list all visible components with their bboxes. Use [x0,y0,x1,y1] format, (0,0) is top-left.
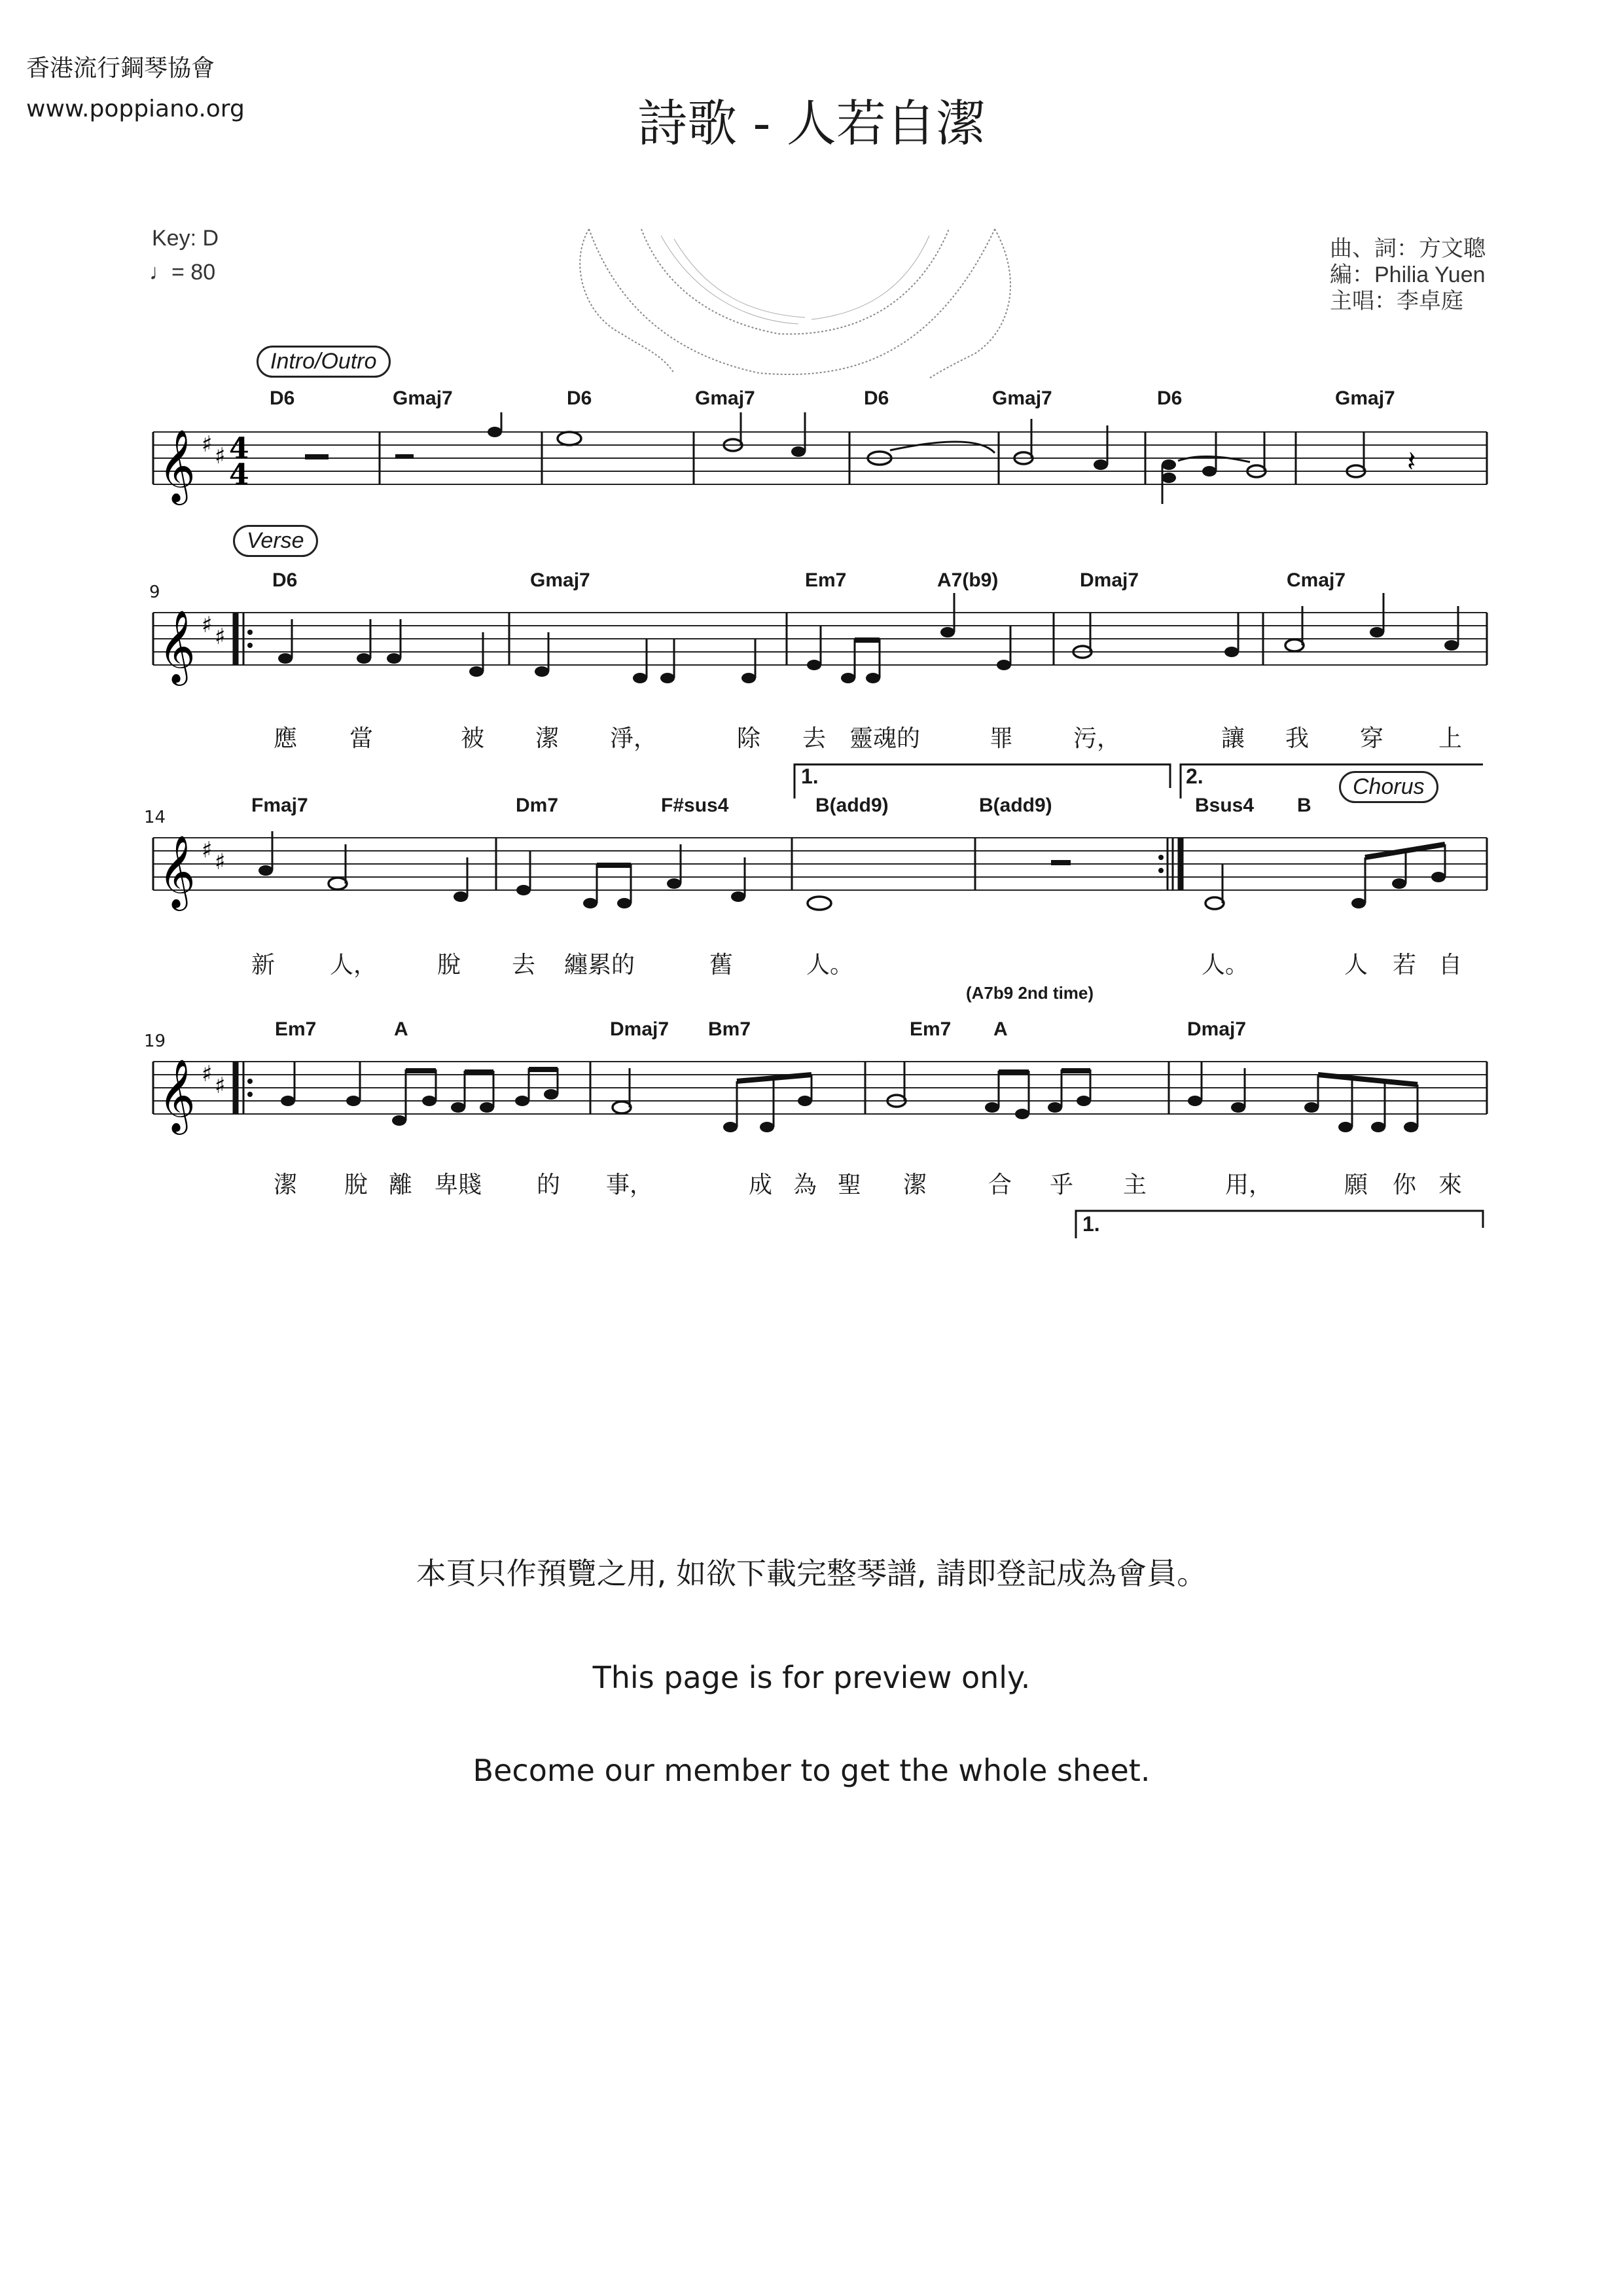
system-4-staff [144,1042,1492,1140]
chord: D6 [272,569,298,591]
lyric: 願 [1344,1172,1368,1198]
svg-text:♯: ♯ [202,837,213,863]
treble-clef-icon: 𝄞 [158,429,196,502]
chord: D6 [864,387,889,409]
chord: Bsus4 [1195,795,1255,816]
chord: Gmaj7 [1335,387,1395,409]
lyric: 人 [1344,952,1368,978]
svg-text:♯: ♯ [215,443,226,469]
lyric: 為 [793,1172,817,1198]
chord: B(add9) [979,795,1052,816]
chord: Gmaj7 [992,387,1052,409]
lyric: 你 [1393,1172,1417,1198]
chord: Gmaj7 [695,387,755,409]
preview-notice-en-1: This page is for preview only. [592,1660,1031,1695]
svg-text:𝄞: 𝄞 [158,834,196,908]
credit-singer: 主唱：李卓庭 [1330,289,1463,314]
lyric: 穿 [1360,725,1384,752]
lyric: 讓 [1221,725,1245,752]
ending-1-bracket-system-5 [1073,1208,1492,1241]
lyric: 舊 [709,952,734,978]
system-2-chords [0,569,1623,602]
lyric: 自 [1438,952,1463,978]
site-name: 香港流行鋼琴協會 [26,55,215,82]
chord: Dmaj7 [610,1018,669,1040]
system-1-chords [0,387,1623,414]
chord: Cmaj7 [1287,569,1346,591]
system-2-staff [144,593,1492,691]
chord: Em7 [275,1018,317,1040]
preview-notice-zh: 本頁只作預覽之用, 如欲下載完整琴譜, 請即登記成為會員。 [416,1556,1207,1591]
system-3-chords [0,795,1623,827]
measure-number: 9 [149,583,160,602]
lyric: 來 [1438,1172,1463,1198]
svg-text:𝄞: 𝄞 [158,609,196,683]
tempo-label: ♩= 80 [149,260,216,285]
lyric: 若 [1393,952,1417,978]
chord: Em7 [805,569,847,591]
chord: D6 [567,387,592,409]
system-2-lyrics [0,720,1623,753]
svg-text:♯: ♯ [202,431,213,457]
lyric: 事， [606,1172,654,1198]
lyric: 離 [389,1172,413,1198]
credit-arranger: 編：Philia Yuen [1330,262,1486,287]
lyric: 罪 [990,725,1014,752]
system-4-chords [0,1018,1623,1051]
measure-number: 14 [144,808,166,827]
svg-text:♯: ♯ [202,1061,213,1087]
lyric: 成 [749,1172,773,1198]
credits [1330,236,1486,314]
chord: A [394,1018,408,1040]
credit-composer: 曲、詞：方文聰 [1330,236,1486,261]
lyric: 人。 [1202,952,1249,978]
system-4-lyrics [0,1166,1623,1199]
lyric: 合 [988,1172,1012,1198]
svg-text:♯: ♯ [215,1073,226,1099]
measure-number: 19 [144,1031,166,1051]
lyric: 應 [274,725,298,752]
chord: Em7 [910,1018,952,1040]
svg-text:♯: ♯ [215,624,226,650]
lyric: 主 [1123,1172,1147,1198]
chord: D6 [1157,387,1183,409]
a7b9-annotation: (A7b9 2nd time) [966,983,1094,1003]
lyric: 用， [1225,1172,1273,1198]
chord: Gmaj7 [393,387,453,409]
svg-text:♯: ♯ [202,612,213,638]
lyric: 纏累的 [564,952,635,978]
lyric: 新 [251,952,276,978]
chord: F#sus4 [661,795,729,816]
system-1-staff [144,412,1492,511]
lyric: 潔 [903,1172,927,1198]
lyric: 人。 [806,952,854,978]
lyric: 去 [802,725,827,752]
system-3-staff [144,818,1492,916]
section-chorus: Chorus [1339,771,1438,803]
svg-text:4: 4 [229,432,249,465]
lyric: 聖 [838,1172,862,1198]
lyric: 乎 [1050,1172,1074,1198]
lyric: 我 [1285,725,1310,752]
lyric: 的 [537,1172,561,1198]
lyric: 靈魂的 [849,725,921,752]
chord: Dmaj7 [1187,1018,1247,1040]
chord: B(add9) [815,795,889,816]
lyric: 人， [330,952,378,978]
lyric: 污， [1073,725,1121,752]
svg-text:♯: ♯ [215,849,226,875]
chord: B [1297,795,1311,816]
ending-1-label: 1. [801,764,819,788]
hands-illustration [563,223,1047,380]
lyric: 除 [737,725,761,752]
lyric: 去 [512,952,536,978]
lyric: 淨， [610,725,658,752]
lyric: 當 [349,725,374,752]
svg-text:4: 4 [229,458,249,492]
ending-2-label: 2. [1186,764,1204,788]
chord: Bm7 [708,1018,751,1040]
chord: A [993,1018,1008,1040]
page-title: 詩歌 - 人若自潔 [637,94,986,152]
svg-text:𝄞: 𝄞 [158,1058,196,1132]
chord: D6 [270,387,295,409]
lyric: 脫 [437,952,461,978]
ending-1b-label: 1. [1082,1212,1100,1236]
lyric: 被 [461,725,485,752]
system-3-lyrics [0,946,1623,979]
lyric: 脫 [344,1172,368,1198]
lyric: 卑賤 [435,1172,482,1198]
svg-text:𝄽: 𝄽 [1407,445,1416,478]
chord: Fmaj7 [251,795,308,816]
section-intro-outro: Intro/Outro [257,346,391,378]
key-signature-label: Key: D [152,226,219,251]
section-verse: Verse [233,525,318,557]
chord: Gmaj7 [530,569,590,591]
chord: Dm7 [516,795,559,816]
chord: A7(b9) [937,569,999,591]
preview-notice-en-2: Become our member to get the whole sheet. [473,1753,1150,1788]
site-url[interactable]: www.poppiano.org [26,96,245,122]
lyric: 上 [1438,725,1463,752]
chord: Dmaj7 [1080,569,1139,591]
lyric: 潔 [274,1172,298,1198]
lyric: 潔 [535,725,560,752]
